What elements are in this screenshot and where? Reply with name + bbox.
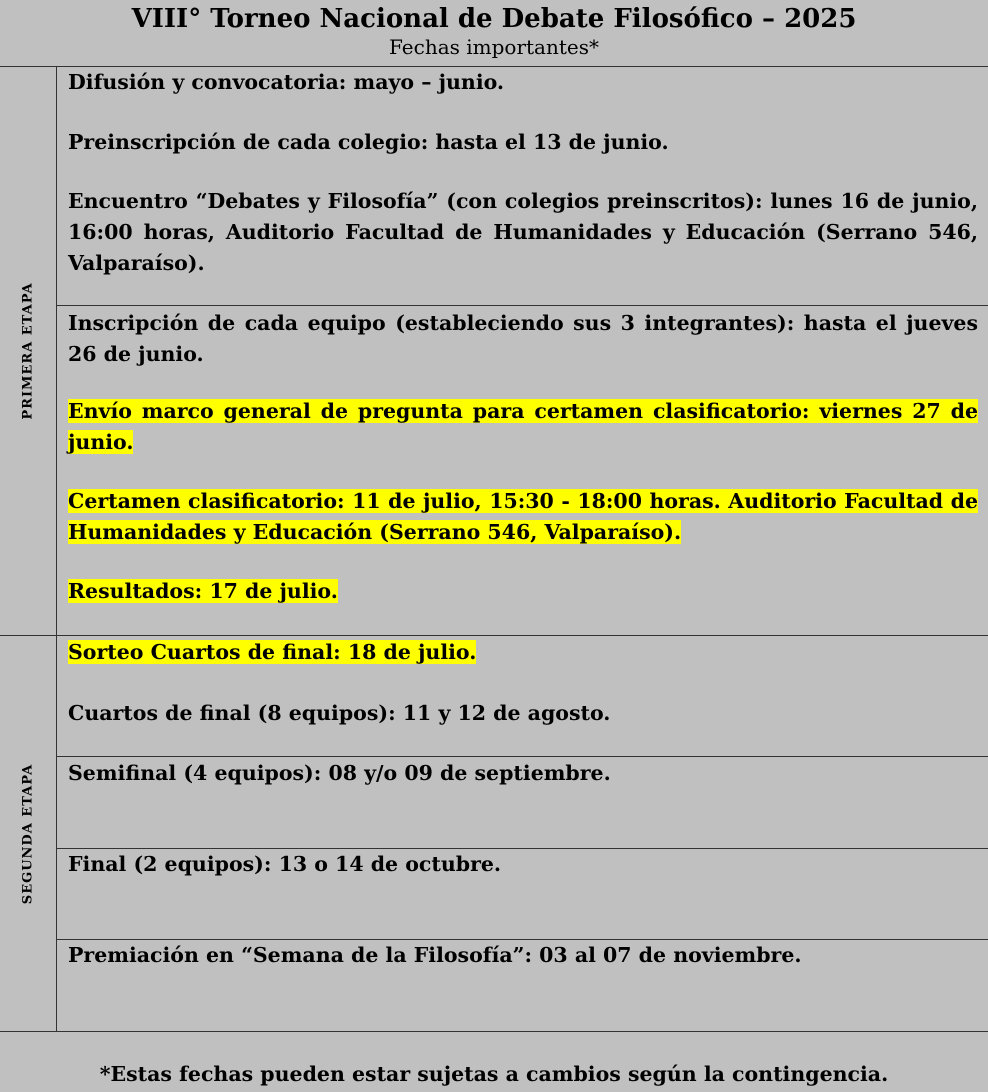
footer-note: *Estas fechas pueden estar sujetas a cambios según la contingencia. [99, 1062, 889, 1086]
item-final: Final (2 equipos): 13 o 14 de octubre. [68, 852, 502, 876]
stage-second-column [0, 636, 57, 1031]
item-cuartos: Cuartos de final (8 equipos): 11 y 12 de agosto. [68, 701, 611, 725]
row-divider [57, 305, 988, 306]
item-encuentro: Encuentro “Debates y Filosofía” (con colegios preinscritos): lunes 16 de junio, 16:00 horas, Auditorio Facultad de Humanidades y Educación (Serrano 546, Valparaíso). [68, 189, 978, 275]
page-subtitle: Fechas importantes* [389, 35, 599, 59]
highlight: Sorteo Cuartos de final: 18 de julio. [68, 640, 477, 664]
item-resultados [68, 576, 978, 607]
item-inscripcion: Inscripción de cada equipo (estableciendo sus 3 integrantes): hasta el jueves 26 de junio. [68, 311, 978, 366]
item-envio [68, 396, 978, 458]
header [0, 0, 988, 67]
item-preinscripcion: Preinscripción de cada colegio: hasta el 13 de junio. [68, 130, 669, 154]
highlight: Certamen clasificatorio: 11 de julio, 15:30 - 18:00 horas. Auditorio Facultad de Humanidades y Educación (Serrano 546, Valparaíso). [68, 489, 978, 544]
item-semifinal: Semifinal (4 equipos): 08 y/o 09 de septiembre. [68, 761, 611, 785]
stage-second-label: SEGUNDA ETAPA [20, 763, 36, 904]
table-bottom-line [0, 1031, 988, 1032]
stage-divider [0, 635, 988, 636]
item-difusion: Difusión y convocatoria: mayo – junio. [68, 70, 505, 94]
stage-first-label: PRIMERA ETAPA [20, 282, 36, 420]
item-premiacion: Premiación en “Semana de la Filosofía”: 03 al 07 de noviembre. [68, 943, 802, 967]
item-certamen [68, 486, 978, 548]
page-title: VIII° Torneo Nacional de Debate Filosófico – 2025 [131, 4, 857, 34]
row-divider [57, 756, 988, 757]
item-sorteo [68, 637, 978, 668]
highlight: Envío marco general de pregunta para certamen clasificatorio: viernes 27 de junio. [68, 399, 978, 454]
highlight: Resultados: 17 de julio. [68, 579, 338, 603]
stage-first-column [0, 67, 57, 635]
